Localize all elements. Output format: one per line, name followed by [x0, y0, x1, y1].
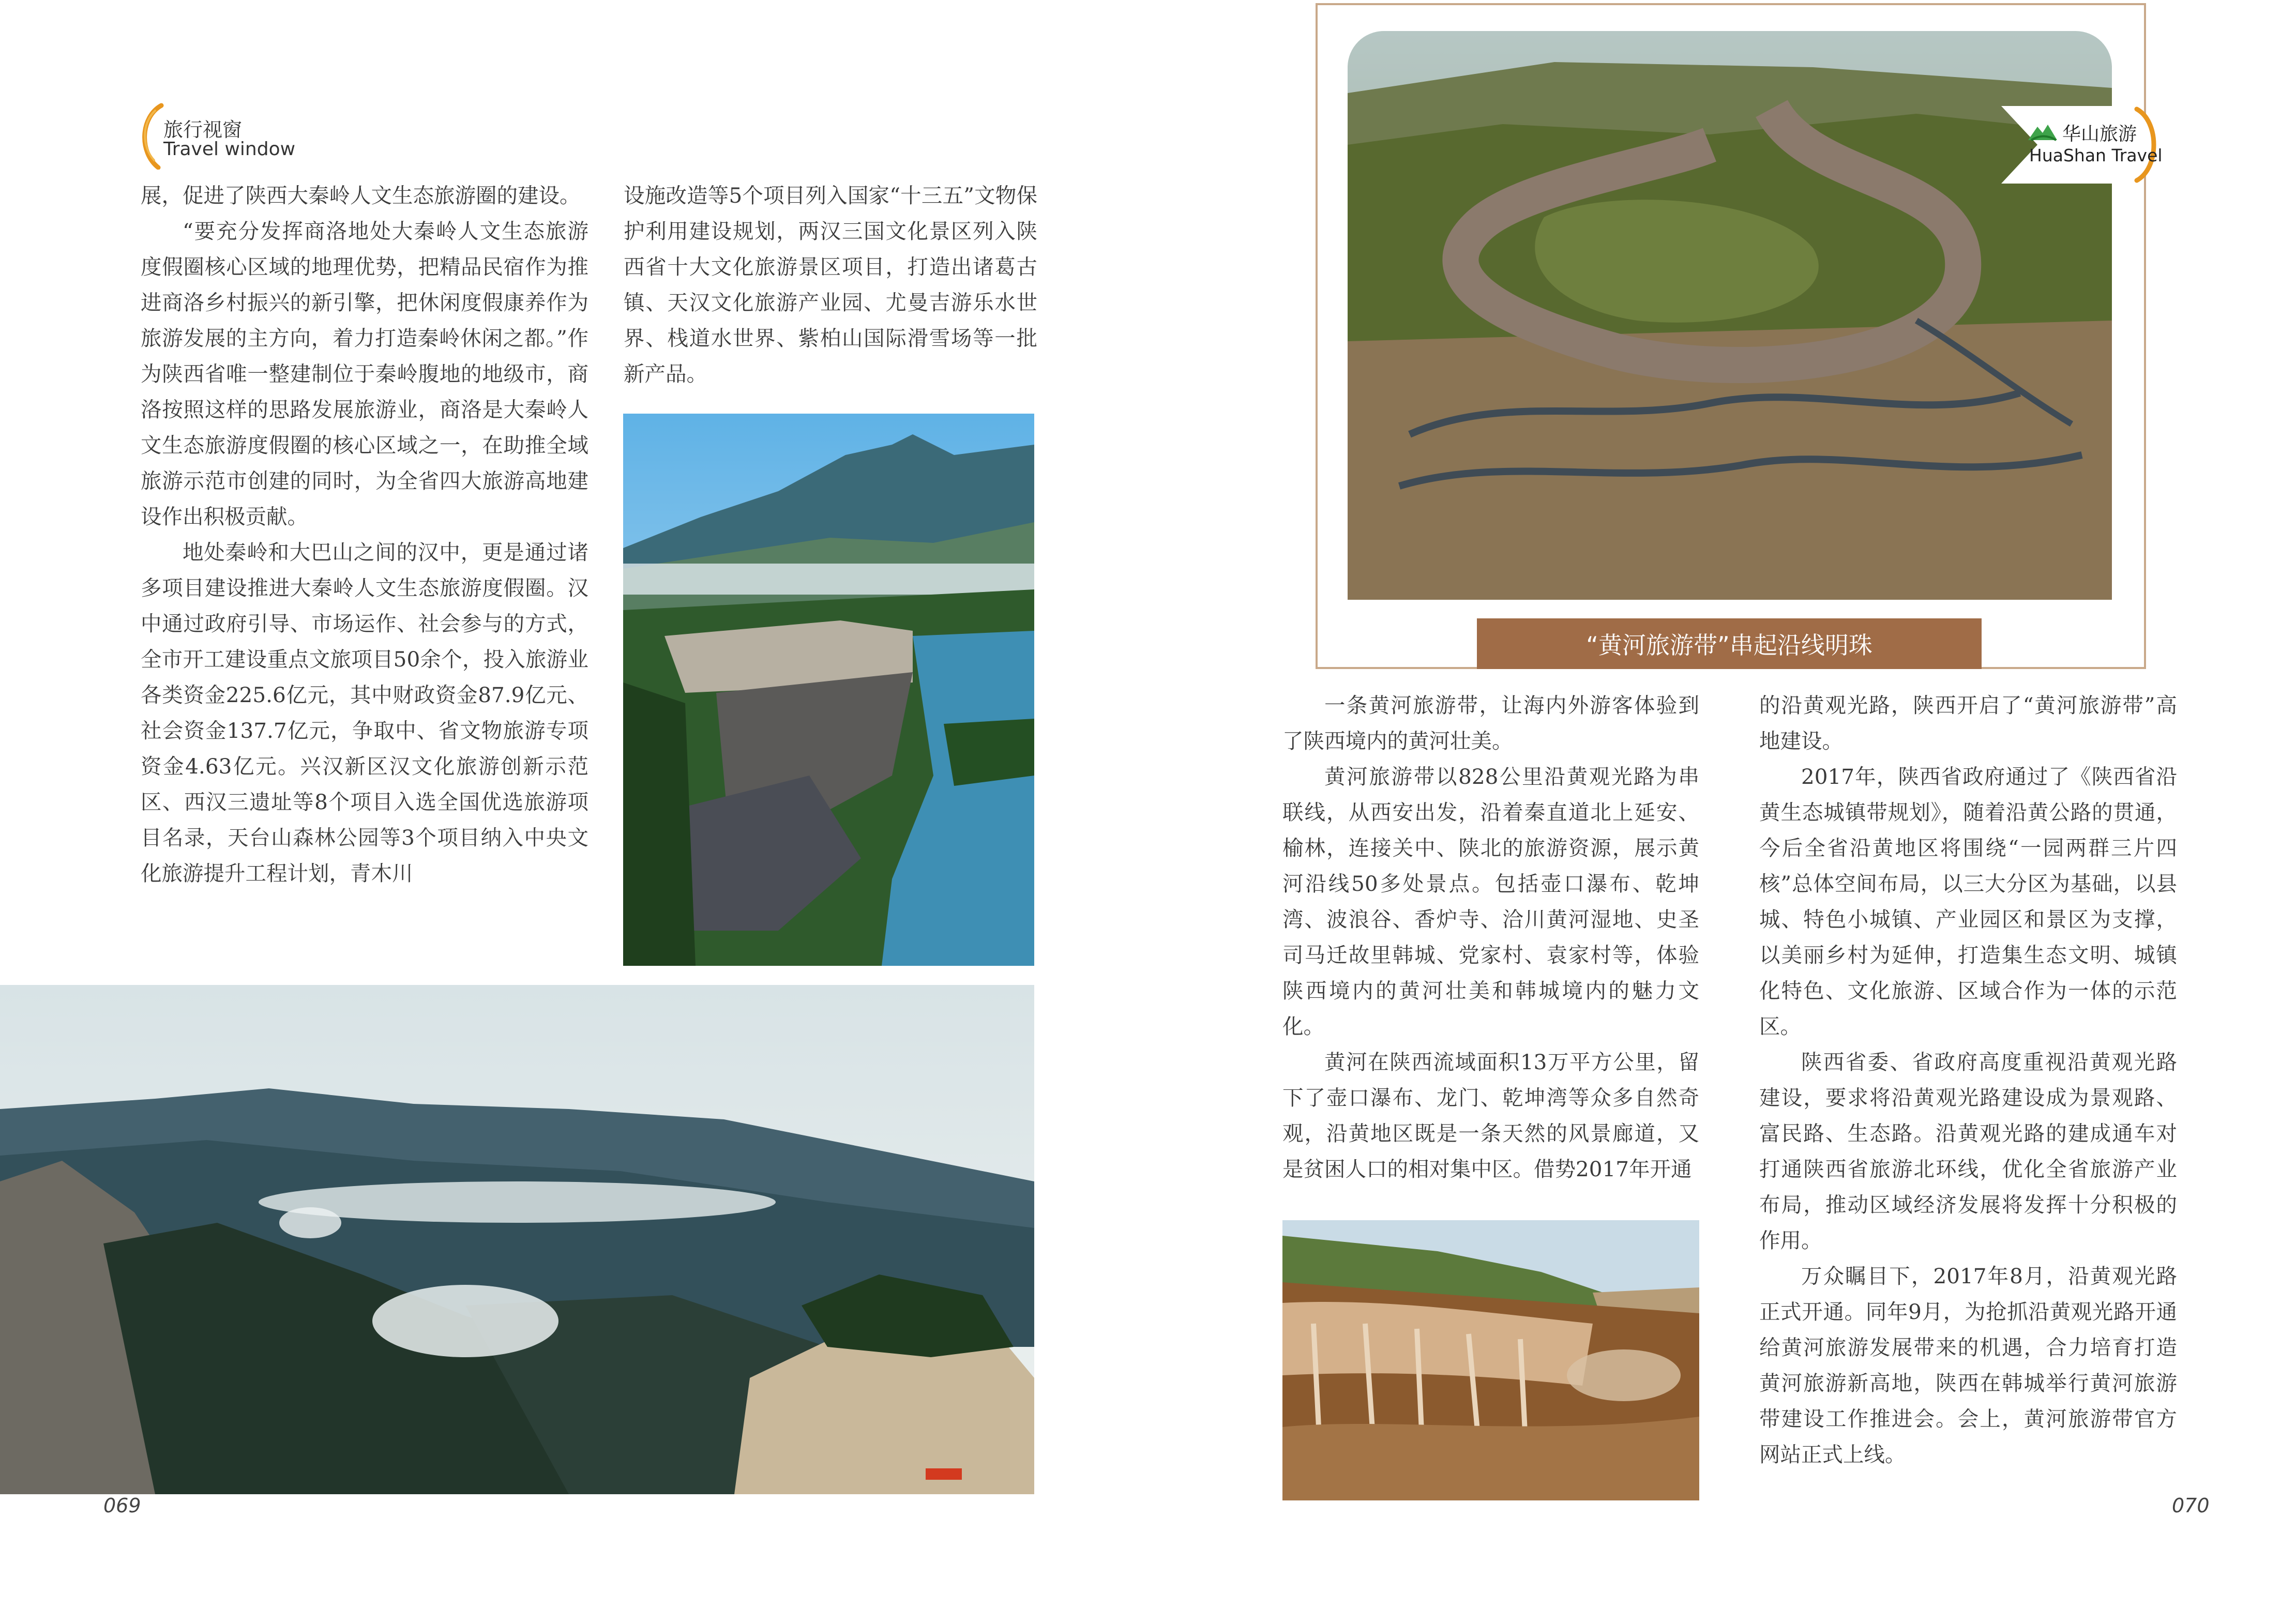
paragraph: 展，促进了陕西大秦岭人文生态旅游圈的建设。 — [141, 183, 581, 208]
paragraph: 黄河在陕西流域面积13万平方公里，留下了壶口瀑布、龙门、乾坤湾等众多自然奇观，沿黄地区既是一条天然的风景廊道，又是贫困人口的相对集中区。借势2017年开通 — [1282, 1050, 1699, 1181]
paragraph: 一条黄河旅游带，让海内外游客体验到了陕西境内的黄河壮美。 — [1282, 693, 1699, 753]
paragraph: 的沿黄观光路，陕西开启了“黄河旅游带”高地建设。 — [1759, 693, 2177, 753]
left-text-column-1 — [141, 178, 588, 891]
brand-name-cn: 华山旅游 — [2062, 124, 2137, 145]
paragraph: 万众瞩目下，2017年8月，沿黄观光路正式开通。同年9月，为抢抓沿黄观光路开通给黄河旅游发展带来的机遇，合力培育打造黄河旅游新高地，陕西在韩城举行黄河旅游带建设工作推进会。会上，黄河旅游带官方网站正式上线。 — [1759, 1264, 2177, 1467]
brand-logo-tab — [2001, 106, 2172, 184]
paragraph: 设施改造等5个项目列入国家“十三五”文物保护利用建设规划，两汉三国文化景区列入陕西省十大文化旅游景区项目，打造出诸葛古镇、天汉文化旅游产业园、尤曼吉游乐水世界、栈道水世界、紫柏山国际滑雪场等一批新产品。 — [624, 183, 1037, 386]
paragraph: 2017年，陕西省政府通过了《陕西省沿黄生态城镇带规划》，随着沿黄公路的贯通，今后全省沿黄地区将围绕“一园两群三片四核”总体空间布局，以三大分区为基础，以县城、特色小城镇、产业园区和景区为支撑，以美丽乡村为延伸，打造集生态文明、城镇化特色、文化旅游、区域合作为一体的示范区。 — [1759, 764, 2177, 1039]
mountain-logo-icon — [2027, 122, 2058, 142]
left-text-column-2 — [624, 178, 1037, 392]
header-title-en: Travel window — [163, 139, 296, 160]
photo-mountain-town — [623, 414, 1034, 966]
section-title: “黄河旅游带”串起沿线明珠 — [1586, 631, 1872, 659]
page-number-left: 069 — [103, 1494, 141, 1517]
section-title-banner — [1477, 618, 1982, 669]
right-text-column-1 — [1282, 688, 1699, 1187]
photo-yellow-river-bend — [1348, 31, 2112, 600]
header-title-cn: 旅行视窗 — [163, 118, 243, 141]
paragraph: 地处秦岭和大巴山之间的汉中，更是通过诸多项目建设推进大秦岭人文生态旅游度假圈。汉中通过政府引导、市场运作、社会参与的方式，全市开工建设重点文旅项目50余个，投入旅游业各类资金225.6亿元，其中财政资金87.9亿元、社会资金137.7亿元，争取中、省文物旅游专项资金4.63亿元。兴汉新区汉文化旅游创新示范区、西汉三遗址等8个项目入选全国优选旅游项目名录，天台山森林公园等3个项目纳入中央文化旅游提升工程计划，青木川 — [141, 540, 588, 886]
photo-huashan-panorama — [0, 985, 1034, 1494]
right-text-column-2 — [1759, 688, 2177, 1473]
page-number-right: 070 — [2172, 1494, 2210, 1517]
orange-arc-icon — [134, 102, 165, 170]
paragraph: 黄河旅游带以828公里沿黄观光路为串联线，从西安出发，沿着秦直道北上延安、榆林，连接关中、陕北的旅游资源，展示黄河沿线50多处景点。包括壶口瀑布、乾坤湾、波浪谷、香炉寺、洽川黄河湿地、史圣司马迁故里韩城、党家村、袁家村等，体验陕西境内的黄河壮美和韩城境内的魅力文化。 — [1282, 764, 1699, 1039]
section-header-left — [134, 102, 341, 170]
paragraph: 陕西省委、省政府高度重视沿黄观光路建设，要求将沿黄观光路建设成为景观路、富民路、生态路。沿黄观光路的建成通车对打通陕西省旅游北环线，优化全省旅游产业布局，推动区域经济发展将发挥十分积极的作用。 — [1759, 1050, 2177, 1253]
paragraph: “要充分发挥商洛地处大秦岭人文生态旅游度假圈核心区域的地理优势，把精品民宿作为推进商洛乡村振兴的新引擎，把休闲度假康养作为旅游发展的主方向，着力打造秦岭休闲之都。”作为陕西省唯一整建制位于秦岭腹地的地级市，商洛按照这样的思路发展旅游业，商洛是大秦岭人文生态旅游度假圈的核心区域之一，在助推全域旅游示范市创建的同时，为全省四大旅游高地建设作出积极贡献。 — [141, 219, 588, 529]
photo-hukou-waterfall — [1282, 1220, 1699, 1500]
brand-name-en: HuaShan Travel — [2029, 145, 2163, 165]
